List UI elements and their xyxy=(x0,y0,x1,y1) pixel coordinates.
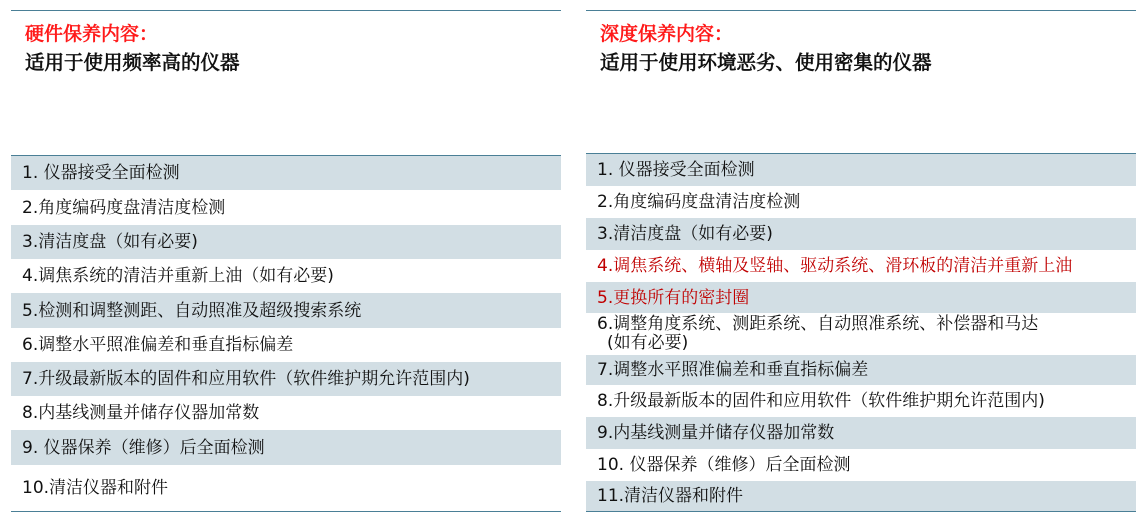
list-item xyxy=(586,282,1136,313)
item-text: 10. 仪器保养（维修）后全面检测 xyxy=(597,455,851,475)
list-item xyxy=(586,417,1136,449)
list-item xyxy=(586,218,1136,250)
list-item xyxy=(11,362,561,396)
list-item xyxy=(11,190,561,225)
item-text: 9.内基线测量并储存仪器加常数 xyxy=(597,423,835,443)
panel-title: 硬件保养内容： xyxy=(25,23,159,45)
list-item xyxy=(586,186,1136,218)
panel-title: 深度保养内容： xyxy=(600,23,734,45)
item-text-continued: (如有必要) xyxy=(607,333,689,353)
top-rule xyxy=(586,10,1136,11)
top-rule xyxy=(11,10,561,11)
item-text: 2.角度编码度盘清洁度检测 xyxy=(597,192,801,212)
item-text: 7.调整水平照准偏差和垂直指标偏差 xyxy=(597,360,869,380)
item-text: 6.调整水平照准偏差和垂直指标偏差 xyxy=(22,335,294,355)
list-item xyxy=(586,481,1136,511)
list-item xyxy=(11,259,561,293)
item-text: 2.角度编码度盘清洁度检测 xyxy=(22,197,226,218)
list-item xyxy=(586,250,1136,282)
list-item xyxy=(11,293,561,328)
list-item xyxy=(586,449,1136,481)
list-item xyxy=(586,313,1136,355)
list-item xyxy=(11,328,561,362)
list-item xyxy=(586,385,1136,417)
item-text: 5.检测和调整测距、自动照准及超级搜索系统 xyxy=(22,300,362,321)
item-text: 7.升级最新版本的固件和应用软件（软件维护期允许范围内) xyxy=(22,369,470,389)
item-text: 5.更换所有的密封圈 xyxy=(597,287,750,308)
maintenance-list xyxy=(11,155,561,512)
item-text: 4.调焦系统、横轴及竖轴、驱动系统、滑环板的清洁并重新上油 xyxy=(597,256,1073,276)
list-item xyxy=(11,156,561,190)
maintenance-list xyxy=(586,153,1136,512)
panel-subtitle: 适用于使用环境恶劣、使用密集的仪器 xyxy=(600,51,932,74)
list-item xyxy=(586,154,1136,186)
list-item xyxy=(11,225,561,259)
item-text: 11.清洁仪器和附件 xyxy=(597,486,744,506)
item-text: 6.调整角度系统、测距系统、自动照准系统、补偿器和马达 xyxy=(597,314,1039,334)
list-item xyxy=(11,396,561,430)
panel-subtitle: 适用于使用频率高的仪器 xyxy=(25,51,240,74)
item-text: 10.清洁仪器和附件 xyxy=(22,478,169,498)
list-item xyxy=(586,355,1136,385)
item-text: 1. 仪器接受全面检测 xyxy=(597,160,755,180)
item-text: 8.升级最新版本的固件和应用软件（软件维护期允许范围内) xyxy=(597,391,1045,411)
item-text: 8.内基线测量并储存仪器加常数 xyxy=(22,403,260,423)
item-text: 3.清洁度盘（如有必要) xyxy=(597,224,773,244)
item-text: 1. 仪器接受全面检测 xyxy=(22,163,180,183)
item-text: 9. 仪器保养（维修）后全面检测 xyxy=(22,437,265,458)
item-text: 3.清洁度盘（如有必要) xyxy=(22,232,198,252)
item-text: 4.调焦系统的清洁并重新上油（如有必要) xyxy=(22,266,334,286)
list-item xyxy=(11,430,561,465)
list-item xyxy=(11,465,561,511)
